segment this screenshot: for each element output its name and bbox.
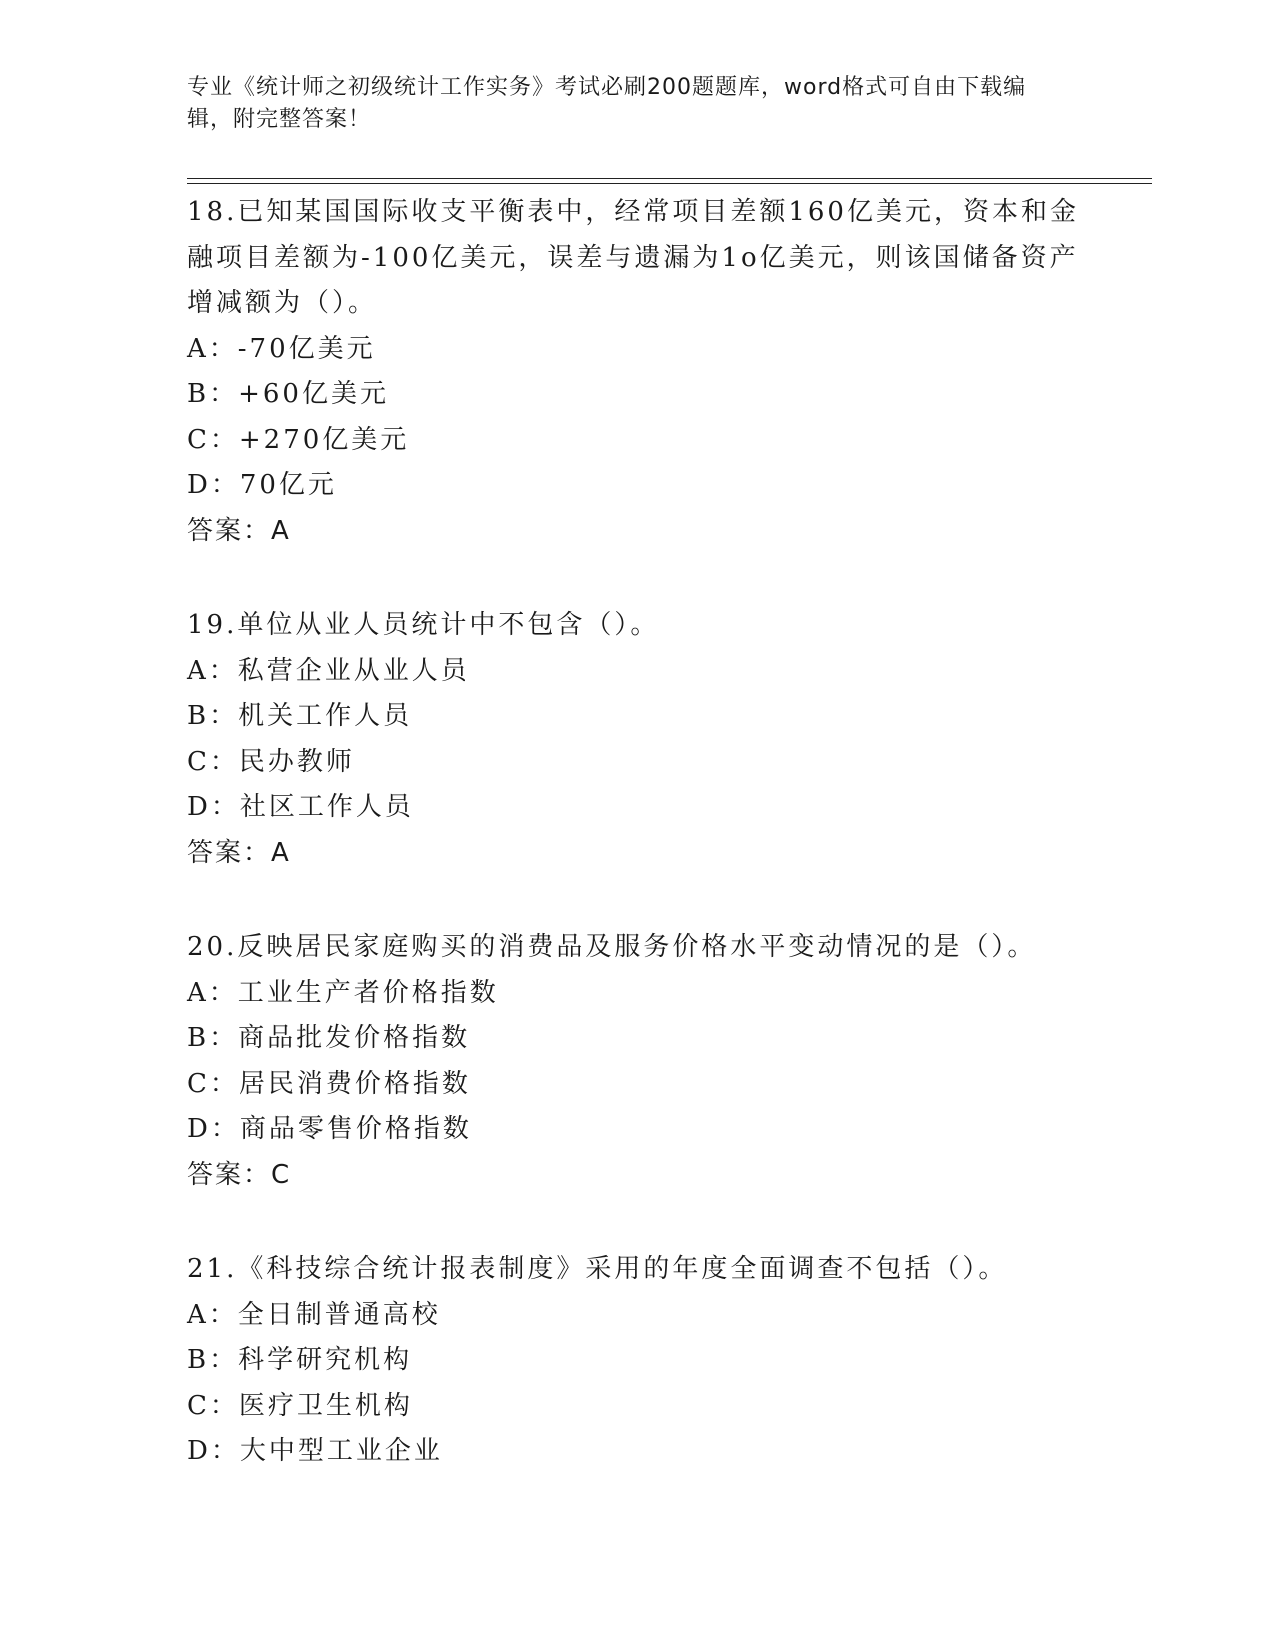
answer-label: 答案：C	[187, 1159, 292, 1190]
header-divider-bottom	[187, 183, 1152, 184]
option-c: C：民办教师	[187, 746, 355, 777]
answer-label: 答案：A	[187, 515, 291, 546]
question-text: 19.单位从业人员统计中不包含（）。	[187, 610, 660, 640]
question-text: 20.反映居民家庭购买的消费品及服务价格水平变动情况的是（）。	[187, 932, 1037, 962]
option-d: D：社区工作人员	[187, 792, 414, 822]
question-list	[187, 190, 1087, 1524]
option-c: C：+270亿美元	[187, 424, 410, 455]
option-d: D：商品零售价格指数	[187, 1114, 472, 1144]
question-19	[187, 603, 1087, 876]
question-18	[187, 190, 1087, 554]
option-b: B：商品批发价格指数	[187, 1023, 471, 1053]
option-a: A：-70亿美元	[187, 333, 376, 364]
option-d: D：大中型工业企业	[187, 1436, 443, 1466]
option-a: A：工业生产者价格指数	[187, 977, 499, 1008]
document-header: 专业《统计师之初级统计工作实务》考试必刷200题题库，word格式可自由下载编辑，附完整答案！	[187, 75, 1027, 132]
answer-label: 答案：A	[187, 837, 291, 868]
option-c: C：居民消费价格指数	[187, 1068, 471, 1099]
option-b: B：机关工作人员	[187, 701, 413, 731]
option-b: B：科学研究机构	[187, 1345, 413, 1375]
question-text: 21.《科技综合统计报表制度》采用的年度全面调查不包括（）。	[187, 1254, 1008, 1284]
question-21	[187, 1247, 1087, 1475]
header-divider-top	[187, 178, 1152, 179]
option-c: C：医疗卫生机构	[187, 1390, 413, 1421]
question-text: 18.已知某国国际收支平衡表中，经常项目差额160亿美元，资本和金融项目差额为-100亿美元，误差与遗漏为1o亿美元，则该国储备资产增减额为（）。	[187, 197, 1079, 318]
option-a: A：全日制普通高校	[187, 1299, 441, 1330]
option-a: A：私营企业从业人员	[187, 655, 470, 686]
question-20	[187, 925, 1087, 1198]
option-d: D：70亿元	[187, 470, 337, 500]
option-b: B：+60亿美元	[187, 379, 389, 409]
